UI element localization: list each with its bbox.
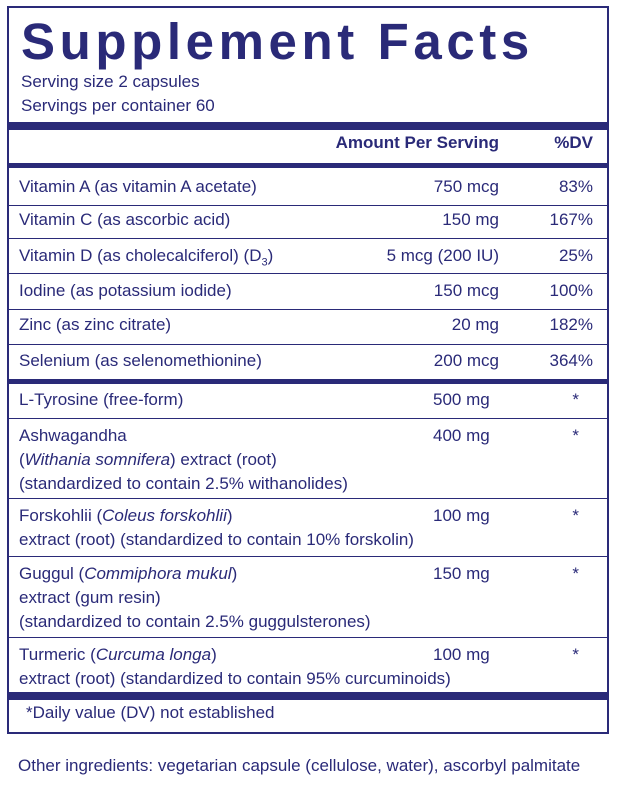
ingredient-name: L-Tyrosine (free-form) — [19, 390, 184, 409]
header-dv: %DV — [554, 133, 593, 152]
serving-size: Serving size 2 capsules — [21, 72, 200, 91]
ingredient-standard-line: (standardized to contain 2.5% withanolides) — [19, 474, 348, 493]
ingredient-amount: 400 mg — [433, 426, 490, 445]
other-ingredients: Other ingredients: vegetarian capsule (cellulose, water), ascorbyl palmitate — [18, 756, 581, 775]
ingredient-extract-line: extract (gum resin) — [19, 588, 161, 607]
row-divider — [9, 556, 607, 557]
header-amount: Amount Per Serving — [335, 133, 499, 152]
medium-divider-header — [9, 163, 607, 168]
ingredient-latin-line: (Withania somnifera) extract (root) — [19, 450, 277, 469]
nutrient-name: Vitamin A (as vitamin A acetate) — [19, 177, 257, 196]
medium-divider-vitamins — [9, 379, 607, 384]
thick-divider-top — [9, 122, 607, 130]
ingredient-dv: * — [572, 426, 579, 445]
nutrient-dv: 364% — [549, 351, 593, 370]
nutrient-amount: 150 mg — [442, 210, 499, 229]
servings-per-container: Servings per container 60 — [21, 96, 215, 115]
ingredient-dv: * — [572, 564, 579, 583]
nutrient-dv: 167% — [549, 210, 593, 229]
nutrient-dv: 83% — [558, 177, 593, 196]
nutrient-name: Vitamin C (as ascorbic acid) — [19, 210, 231, 229]
ingredient-name: Guggul (Commiphora mukul) — [19, 564, 238, 583]
ingredient-amount: 500 mg — [433, 390, 490, 409]
ingredient-amount: 100 mg — [433, 506, 490, 525]
nutrient-amount: 150 mcg — [433, 281, 499, 300]
row-divider — [9, 309, 607, 310]
dv-footnote: *Daily value (DV) not established — [26, 703, 275, 722]
ingredient-amount: 150 mg — [433, 564, 490, 583]
ingredient-dv: * — [572, 645, 579, 664]
nutrient-dv: 182% — [549, 315, 593, 334]
nutrient-name: Iodine (as potassium iodide) — [19, 281, 232, 300]
ingredient-name: Forskohlii (Coleus forskohlii) — [19, 506, 233, 525]
row-divider — [9, 273, 607, 274]
row-divider — [9, 344, 607, 345]
row-divider — [9, 205, 607, 206]
nutrient-dv: 100% — [549, 281, 593, 300]
nutrient-amount: 5 mcg (200 IU) — [386, 246, 499, 265]
nutrient-name: Vitamin D (as cholecalciferol) $(D_3)$ — [19, 246, 274, 269]
ingredient-name: Ashwagandha — [19, 426, 127, 445]
ingredient-standard-line: (standardized to contain 2.5% guggulsterones) — [19, 612, 371, 631]
panel-title: Supplement Facts — [21, 13, 534, 70]
row-divider — [9, 238, 607, 239]
thick-divider-bottom — [9, 692, 607, 700]
nutrient-amount: 750 mcg — [433, 177, 499, 196]
ingredient-extract-line: extract (root) (standardized to contain 95% curcuminoids) — [19, 669, 451, 688]
ingredient-amount: 100 mg — [433, 645, 490, 664]
nutrient-name: Selenium (as selenomethionine) — [19, 351, 262, 370]
ingredient-extract-line: extract (root) (standardized to contain 10% forskolin) — [19, 530, 414, 549]
row-divider — [9, 418, 607, 419]
nutrient-amount: 200 mcg — [433, 351, 499, 370]
ingredient-name: Turmeric (Curcuma longa) — [19, 645, 217, 664]
ingredient-dv: * — [572, 390, 579, 409]
row-divider — [9, 498, 607, 499]
nutrient-amount: 20 mg — [451, 315, 499, 334]
nutrient-dv: 25% — [558, 246, 593, 265]
row-divider — [9, 637, 607, 638]
supplement-facts-panel — [7, 6, 609, 734]
ingredient-dv: * — [572, 506, 579, 525]
nutrient-name: Zinc (as zinc citrate) — [19, 315, 172, 334]
